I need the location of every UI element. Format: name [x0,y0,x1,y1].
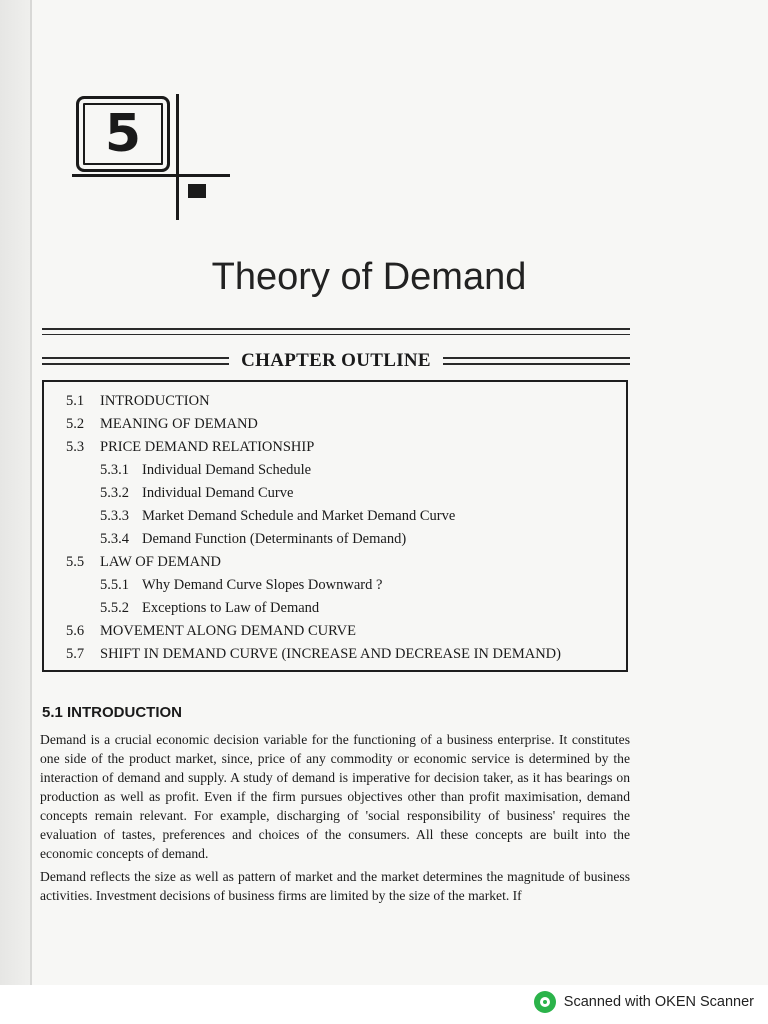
page-spine-shadow [0,0,30,985]
body-paragraph: Demand is a crucial economic decision variable for the functioning of a business enterprise. It constitutes one side of the product market, since, price of any commodity or economic service is determined by the interaction of demand and supply. A study of demand is imperative for decision taker, as it has bearings on production as well as profit. Even if the firm pursues objectives other than profit maximisation, demand concepts remain relevant. For example, discharging of 'social responsibility of business' requires the evaluation of tastes, preferences and choices of the consumers. All these concepts are built into the economic concepts of demand. [40,732,630,861]
chapter-title: Theory of Demand [211,256,527,298]
mark-square [188,184,206,198]
outline-subitem: 5.3.4 Demand Function (Determinants of Demand) [100,531,407,547]
oken-scanner-logo-icon [534,991,556,1013]
outline-heading: CHAPTER OUTLINE [241,350,431,371]
outline-item: 5.5 LAW OF DEMAND [66,554,222,570]
outline-subitem: 5.3.1 Individual Demand Schedule [100,462,312,478]
scanner-footer [0,985,768,1024]
outline-item: 5.7 SHIFT IN DEMAND CURVE (INCREASE AND DECREASE IN DEMAND) [66,646,561,662]
outline-heading-rule-left [42,357,229,365]
chapter-number: 5 [76,96,170,172]
outline-subitem: 5.5.2 Exceptions to Law of Demand [100,600,320,616]
scanner-watermark [534,991,754,1013]
outline-item: 5.3 PRICE DEMAND RELATIONSHIP [66,439,315,455]
body-paragraph: Demand reflects the size as well as pattern of market and the market determines the magnitude of business activities. Investment decisions of business firms are limited by the size of the market. If [40,869,630,903]
outline-heading-row [42,350,630,372]
outline-list [44,382,626,666]
outline-subitem: 5.3.3 Market Demand Schedule and Market Demand Curve [100,508,456,524]
chapter-outline-box [42,380,628,672]
outline-subitem: 5.5.1 Why Demand Curve Slopes Downward ? [100,577,383,593]
outline-subitem: 5.3.2 Individual Demand Curve [100,485,294,501]
mark-vertical-rule [176,94,179,220]
outline-item: 5.6 MOVEMENT ALONG DEMAND CURVE [66,623,356,639]
chapter-number-mark [72,88,232,228]
mark-horizontal-rule [72,174,230,177]
outline-heading-rule-right [443,357,630,365]
title-divider [42,328,630,335]
outline-item: 5.1 INTRODUCTION [66,393,210,409]
scanner-label: Scanned with OKEN Scanner [563,994,754,1010]
section-body [40,730,630,909]
section-heading: 5.1 INTRODUCTION [42,704,183,721]
outline-item: 5.2 MEANING OF DEMAND [66,416,258,432]
